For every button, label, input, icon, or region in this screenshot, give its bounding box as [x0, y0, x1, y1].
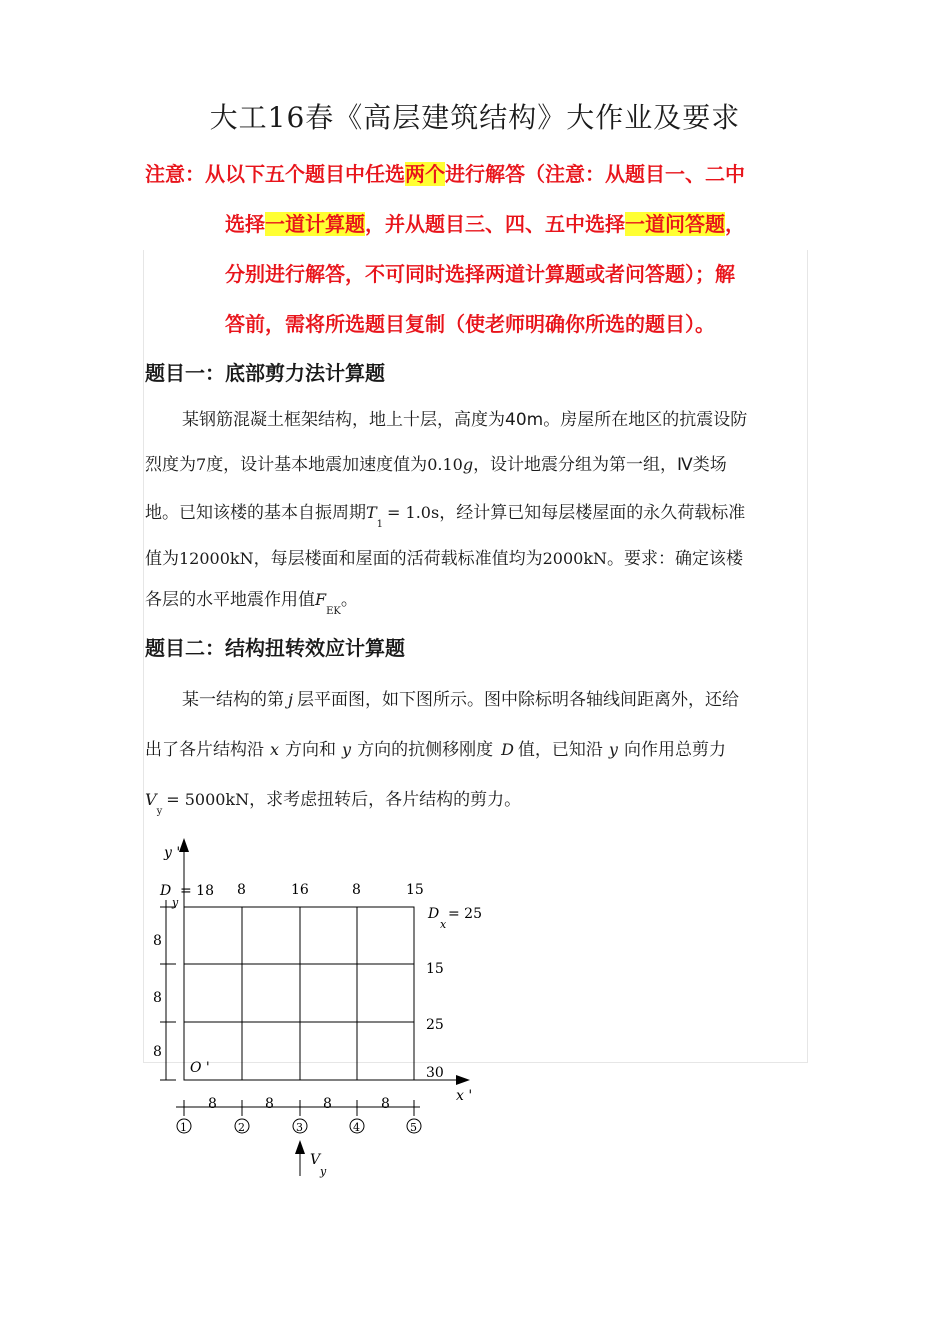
text: ，求考虑扭转后，各片结构的剪力。	[249, 790, 522, 810]
notice-line-3: 分别进行解答，不可同时选择两道计算题或者问答题）；解	[225, 262, 735, 286]
q1-line-1: 某钢筋混凝土框架结构，地上十层，高度为40m。房屋所在地区的抗震设防	[182, 410, 748, 430]
bottom-dim: 8	[381, 1096, 390, 1112]
math: V	[145, 790, 157, 809]
text: ，设计地震分组为第一组，Ⅳ类场	[473, 455, 727, 475]
question-1-heading: 题目一：底部剪力法计算题	[145, 361, 385, 385]
math: D	[501, 740, 514, 759]
origin-label: O '	[190, 1060, 210, 1076]
notice-highlight: 一道计算题	[265, 212, 365, 236]
bottom-dim: 8	[323, 1096, 332, 1112]
x-arrowhead-icon	[456, 1075, 470, 1085]
force-subscript: y	[320, 1165, 327, 1178]
text: 方向和	[285, 740, 337, 760]
text: 。要求：确定该楼	[607, 549, 744, 569]
text: 。	[340, 590, 358, 610]
axis-number: 5	[410, 1121, 417, 1134]
text: ，经计算已知每层楼屋面的永久荷载标准	[439, 503, 746, 523]
math: T	[366, 503, 377, 522]
notice-line-4: 答前，需将所选题目复制（使老师明确你所选的题目）。	[225, 312, 715, 336]
subscript: y	[156, 806, 163, 817]
left-dim: 8	[153, 990, 162, 1006]
bottom-dim: 8	[208, 1096, 217, 1112]
axis-number: 2	[238, 1121, 245, 1134]
y-axis-label: y '	[164, 845, 181, 861]
math: 12000kN	[179, 549, 254, 568]
dy-symbol: D	[160, 883, 172, 899]
y-arrowhead-icon	[179, 838, 189, 852]
notice-text: ，	[725, 212, 745, 236]
top-value: 16	[291, 882, 309, 898]
math: g	[462, 455, 474, 474]
notice-text: 进行解答（注意：从题目一、二中	[445, 162, 745, 186]
math: y	[608, 740, 618, 759]
x-axis-label: x '	[456, 1088, 473, 1104]
page-title: 大工16春《高层建筑结构》大作业及要求	[209, 101, 741, 134]
left-dim: 8	[153, 1044, 162, 1060]
math: 0.10	[427, 455, 463, 474]
text: 各层的水平地震作用值	[145, 590, 315, 610]
plan-outline	[184, 907, 414, 1080]
notice-text: 选择	[225, 212, 265, 236]
bottom-dim: 8	[265, 1096, 274, 1112]
dx-value: = 25	[448, 906, 482, 922]
question-2-heading: 题目二：结构扭转效应计算题	[145, 636, 405, 660]
text: 度，设计基本地震加速度值为	[206, 455, 428, 475]
text: ，每层楼面和屋面的活荷载标准值均为	[253, 549, 543, 569]
subscript: EK	[326, 606, 341, 617]
text: 方向的抗侧移刚度	[357, 740, 494, 760]
math: = 1.0s	[387, 503, 440, 522]
text: 地。已知该楼的基本自振周期	[145, 503, 366, 523]
right-value: 15	[426, 961, 444, 977]
text: 出了各片结构沿	[145, 740, 264, 760]
text: 值，已知沿	[517, 740, 603, 760]
math: j	[288, 690, 293, 709]
math: y	[342, 740, 352, 759]
notice-highlight: 两个	[405, 162, 445, 186]
text: 层平面图，如下图所示。图中除标明各轴线间距离外，还给	[296, 690, 739, 710]
dx-symbol: D	[428, 906, 440, 922]
right-value: 30	[426, 1065, 444, 1081]
dy-subscript: y	[172, 896, 179, 909]
notice-text: ，并从题目三、四、五中选择	[365, 212, 625, 236]
left-dim: 8	[153, 933, 162, 949]
axis-number: 4	[353, 1121, 360, 1134]
top-value: 15	[406, 882, 424, 898]
notice-text: 注意：从以下五个题目中任选	[145, 162, 405, 186]
text: 向作用总剪力	[623, 740, 726, 760]
math: x	[270, 740, 280, 759]
axis-number: 1	[180, 1121, 187, 1134]
math: F	[315, 590, 327, 609]
top-value: 8	[352, 882, 361, 898]
force-arrowhead-icon	[295, 1140, 305, 1154]
right-value: 25	[426, 1017, 444, 1033]
dy-value: = 18	[180, 883, 214, 899]
subscript: 1	[376, 519, 384, 530]
top-value: 8	[237, 882, 246, 898]
math: 2000kN	[542, 549, 608, 568]
dx-subscript: x	[440, 918, 447, 931]
force-symbol: V	[310, 1152, 321, 1168]
math: 7	[196, 455, 207, 474]
text: 值为	[145, 549, 179, 569]
notice-highlight: 一道问答题	[625, 212, 725, 236]
math: = 5000kN	[166, 790, 250, 809]
text: 某一结构的第	[182, 690, 284, 710]
axis-number: 3	[296, 1121, 303, 1134]
text: 烈度为	[145, 455, 196, 475]
